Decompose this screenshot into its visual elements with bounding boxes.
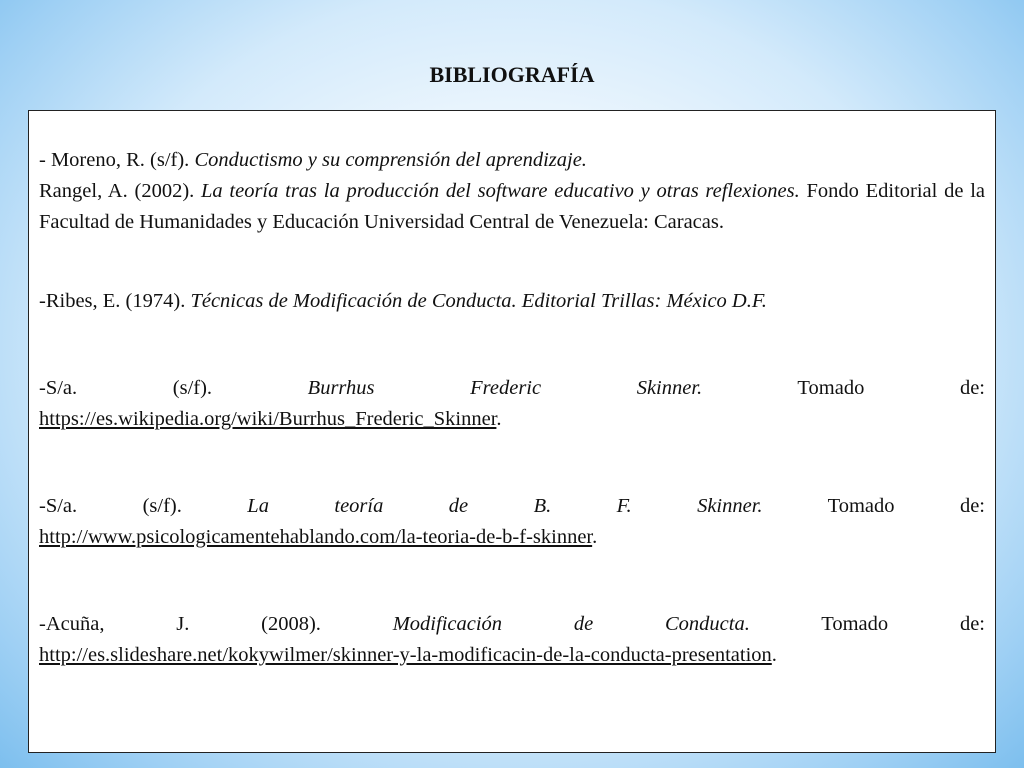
reference-rangel	[39, 176, 985, 238]
reference-line	[39, 491, 985, 522]
page-title: BIBLIOGRAFÍA	[429, 62, 595, 87]
reference-skinner-teoria	[39, 491, 985, 553]
bibliography-box	[28, 110, 996, 753]
reference-author: -S/a. (s/f).	[39, 495, 248, 517]
reference-title: Conductismo y su comprensión del aprendizaje.	[194, 149, 587, 171]
reference-link[interactable]: http://www.psicologicamentehablando.com/la-teoria-de-b-f-skinner	[39, 526, 593, 548]
reference-publisher: Fondo Editorial de la Facultad de Humanidades y Educación Universidad Central de Venezuela: Caracas.	[39, 180, 985, 233]
reference-ribes	[39, 286, 985, 317]
reference-author: - Moreno, R. (s/f).	[39, 149, 195, 171]
reference-source-label: Tomado de:	[702, 377, 985, 399]
reference-author: Rangel, A. (2002).	[39, 180, 202, 202]
reference-author: -S/a. (s/f).	[39, 377, 308, 399]
reference-source-label: Tomado de:	[749, 613, 986, 635]
reference-line	[39, 609, 985, 640]
reference-moreno	[39, 145, 985, 176]
reference-source-label: Tomado de:	[762, 495, 985, 517]
reference-end: .	[771, 644, 777, 666]
reference-title: La teoría tras la producción del software educativo y otras reflexiones.	[201, 180, 800, 202]
reference-line	[39, 373, 985, 404]
reference-author: -Acuña, J. (2008).	[39, 613, 393, 635]
reference-acuna	[39, 609, 985, 671]
reference-title: Burrhus Frederic Skinner.	[307, 377, 703, 399]
reference-title: Técnicas de Modificación de Conducta. Editorial Trillas: México D.F.	[190, 290, 767, 312]
reference-link[interactable]: https://es.wikipedia.org/wiki/Burrhus_Frederic_Skinner	[39, 408, 497, 430]
reference-title: La teoría de B. F. Skinner.	[247, 495, 763, 517]
reference-end: .	[592, 526, 598, 548]
reference-link[interactable]: http://es.slideshare.net/kokywilmer/skinner-y-la-modificacin-de-la-conducta-presentation	[39, 644, 772, 666]
reference-skinner-wiki	[39, 373, 985, 435]
reference-title: Modificación de Conducta.	[392, 613, 750, 635]
reference-author: -Ribes, E. (1974).	[39, 290, 191, 312]
reference-end: .	[496, 408, 502, 430]
